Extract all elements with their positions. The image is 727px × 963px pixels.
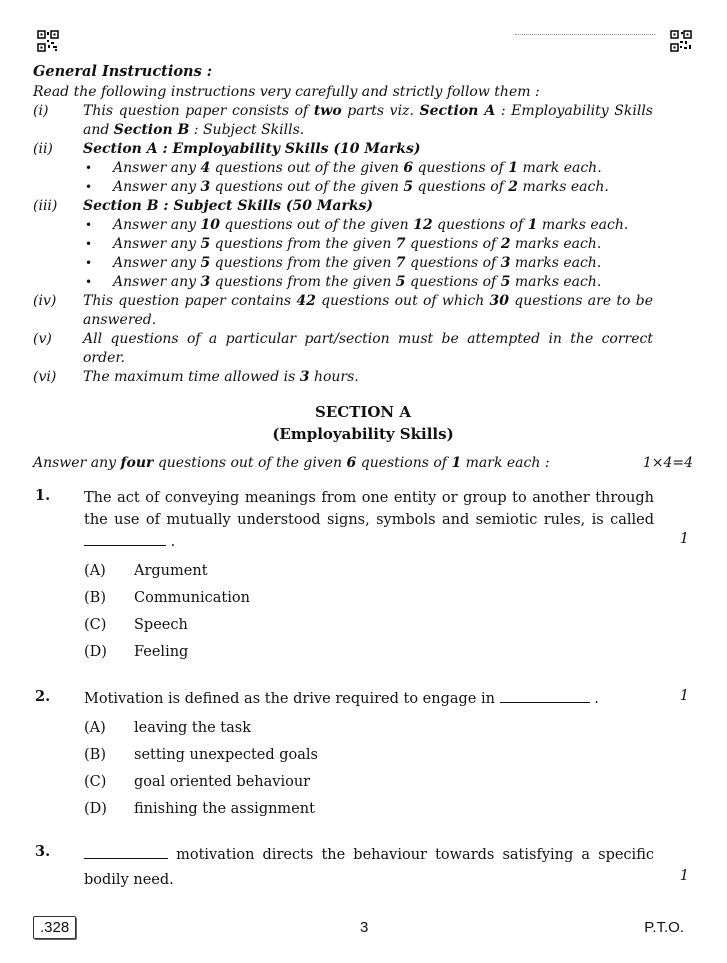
page-footer — [33, 916, 688, 942]
instruction-item: (ii) Section A : Employability Skills (10 Marks) • Answer any 4 questions out of the given 6 questions of 1 mark each. • Answer any 3 questions out of the given 5 questions of 2 marks each. — [33, 140, 693, 197]
option-item: (D) Feeling — [84, 644, 189, 660]
options-list — [84, 715, 693, 823]
question-number: 1. — [35, 487, 51, 504]
instruction-item: (v) All questions of a particular part/section must be attempted in the correct order. — [33, 331, 653, 366]
instruction-item: (i) This question paper consists of two parts viz. Section A : Employability Skills and Section B : Subject Skills. — [33, 103, 653, 138]
paper-code: .328 — [33, 916, 76, 939]
pto-label: P.T.O. — [644, 919, 684, 936]
instruction-item: (vi) The maximum time allowed is 3 hours. — [33, 369, 359, 385]
question-3 — [33, 843, 693, 893]
question-2 — [33, 688, 693, 823]
instruction-item: (iii) Section B : Subject Skills (50 Marks) • Answer any 10 questions out of the given 12 questions of 1 marks each. • Answer any 5 questions from the given 7 questions of 2 marks each. • Answer any 5 questions from the given 7 questions of 3 marks each. • Answer any 3 questions from the given 5 questions of 5 marks each. — [33, 197, 693, 292]
option-item: (B) setting unexpected goals — [84, 747, 318, 763]
options-list — [84, 558, 693, 666]
instructions-title: General Instructions : — [33, 63, 213, 80]
question-marks: 1 — [679, 688, 689, 704]
question-text: motivation directs the behaviour towards satisfying a specific bodily need. — [84, 843, 654, 893]
question-text: The act of conveying meanings from one entity or group to another through the use of mutually understood signs, symbols and semiotic rules, is called . — [84, 490, 654, 550]
option-item: (C) goal oriented behaviour — [84, 774, 311, 790]
question-number: 2. — [35, 688, 51, 705]
instructions-intro: Read the following instructions very carefully and strictly follow them : — [33, 84, 540, 100]
answer-blank — [84, 531, 166, 546]
list-item: • Answer any 5 questions from the given 7 questions of 2 marks each. — [83, 235, 653, 254]
list-item: • Answer any 3 questions from the given 5 questions of 5 marks each. — [83, 273, 653, 292]
option-item: (D) finishing the assignment — [84, 801, 315, 817]
section-instruction: Answer any four questions out of the given 6 questions of 1 mark each : 1×4=4 — [33, 455, 693, 471]
section-subtitle: (Employability Skills) — [272, 425, 454, 443]
dotted-line — [515, 34, 655, 35]
list-item: • Answer any 10 questions out of the given 12 questions of 1 marks each. — [83, 216, 653, 235]
answer-blank — [84, 844, 168, 859]
instruction-item: (iv) This question paper contains 42 questions out of which 30 questions are to be answered. — [33, 293, 653, 328]
list-item: • Answer any 5 questions from the given 7 questions of 3 marks each. — [83, 254, 653, 273]
answer-blank — [500, 688, 590, 703]
section-marks: 1×4=4 — [642, 455, 693, 471]
question-marks: 1 — [679, 868, 689, 884]
option-item: (B) Communication — [84, 590, 250, 606]
bullet-list — [83, 216, 693, 292]
section-a-heading: Section A : Employability Skills (10 Marks) — [83, 141, 421, 157]
general-instructions — [33, 62, 693, 387]
option-item: (A) leaving the task — [84, 720, 251, 736]
option-item: (C) Speech — [84, 617, 188, 633]
question-1 — [33, 487, 693, 666]
bullet-list — [83, 159, 693, 197]
page-number: 3 — [360, 919, 369, 936]
qr-code-icon — [670, 30, 692, 52]
document-page — [33, 62, 693, 893]
list-item: • Answer any 3 questions out of the given 5 questions of 2 marks each. — [83, 178, 653, 197]
question-text: Motivation is defined as the drive required to engage in . — [84, 688, 654, 710]
section-b-heading: Section B : Subject Skills (50 Marks) — [83, 198, 374, 214]
section-title: SECTION A — [314, 403, 412, 421]
question-number: 3. — [35, 843, 51, 860]
section-heading — [33, 401, 693, 445]
option-item: (A) Argument — [84, 563, 208, 579]
qr-code-icon — [37, 30, 59, 52]
question-marks: 1 — [679, 531, 689, 547]
list-item: • Answer any 4 questions out of the given 6 questions of 1 mark each. — [83, 159, 653, 178]
